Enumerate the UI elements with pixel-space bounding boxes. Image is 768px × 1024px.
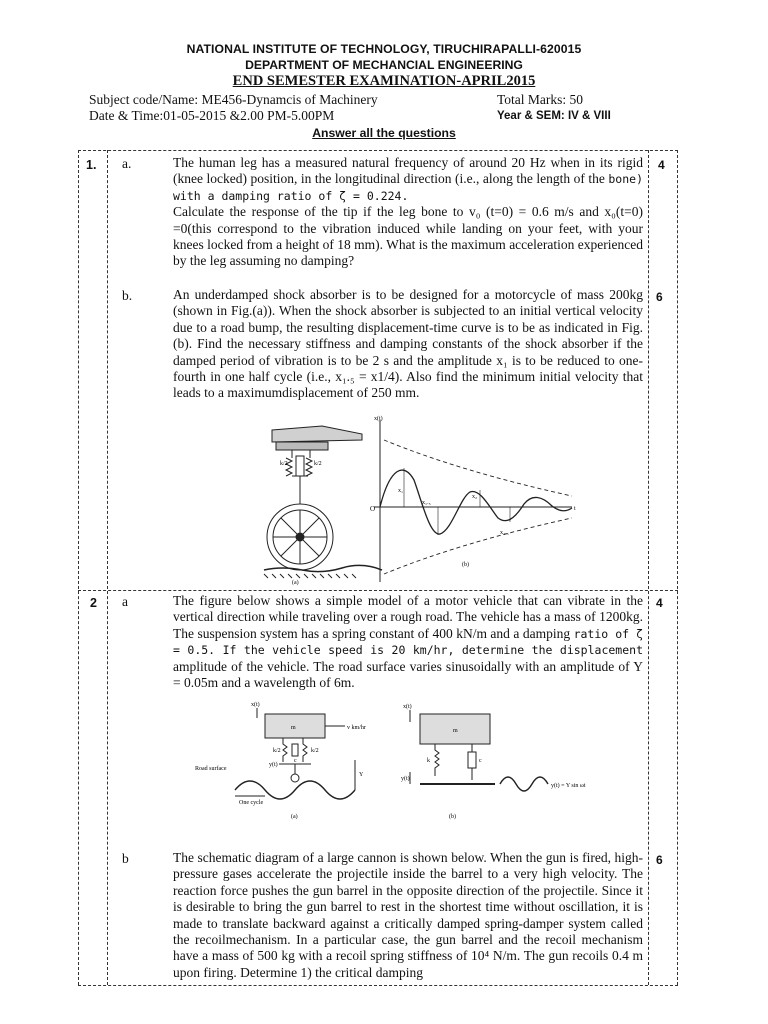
q1a-text-part-2: Calculate the response of the tip if the leg bone to v₀ (t=0) = 0.6 m/s and x₀(t=0) =0(this correspond to the vibration induced while landing on your feet, with your knees locked from a height of 18 mm). What is the maximum acceleration experienced by the leg assuming no damping? (173, 204, 643, 269)
fig-label: c (479, 758, 482, 764)
department-name: DEPARTMENT OF MECHANCIAL ENGINEERING (245, 58, 523, 72)
vehicle-model-figure (195, 700, 595, 825)
fig-label: O (370, 505, 376, 513)
fig-label: x₁.₅ (422, 500, 431, 506)
fig-label: t (574, 506, 576, 512)
part-label: b. (122, 288, 133, 303)
question-number: 1. (86, 158, 97, 172)
fig-label: v km/hr (347, 725, 366, 731)
part-marks: 6 (656, 290, 663, 304)
marks-col-divider (648, 150, 649, 985)
fig-label: y(t) = Y sin ωt (551, 783, 586, 789)
part-marks: 6 (656, 853, 663, 867)
row-divider (78, 590, 678, 591)
fig-label: x₂ (472, 494, 478, 500)
fig-label: x₁ (398, 488, 404, 494)
fig-label: m (291, 725, 296, 731)
table-bottom-border (78, 985, 678, 986)
table-top-border (78, 150, 678, 151)
q2a-damping-text: ratio of ζ = 0.5. If the vehicle speed is 20 km/hr, determine the displacement (173, 626, 644, 658)
question-2a-text (173, 593, 643, 691)
fig-label: (b) (449, 814, 456, 820)
vehicle-road-model (235, 708, 355, 799)
question-2b-text (173, 850, 643, 981)
fig-label: x(t) (403, 704, 412, 710)
q1b-text: An underdamped shock absorber is to be designed for a motorcycle of mass 200kg (shown in Fig.(a)). When the shock absorber is subjected to an initial vertical velocity due to a road bump, the resulting displacement-time curve is to be as indicated in Fig.(b). Find the necessary stiffness and damping constants of the shock absorber if the damped period of vibration is to be 2 s and the amplitude x₁ is to be reduced to one-fourth in one half cycle (i.e., x₁.₅ = x1/4). Also find the minimum initial velocity that leads to a maximumdisplacement of 250 mm. (173, 287, 643, 401)
fig-label: x(t) (374, 416, 383, 422)
displacement-time-plot (374, 420, 572, 582)
table-left-border (78, 150, 79, 985)
part-marks: 4 (658, 158, 665, 172)
q1a-damping-ratio: bone) with a damping ratio of ζ = 0.224. (173, 172, 643, 203)
year-sem: Year & SEM: IV & VIII (497, 110, 611, 122)
fig-label: k/2 (314, 461, 322, 467)
q2a-text-part-2: amplitude of the vehicle. The road surface varies sinusoidally with an amplitude of Y = 0.05m and a wavelength of 6m. (173, 658, 643, 691)
fig-label: x(t) (251, 702, 260, 708)
part-label: a (122, 594, 128, 609)
fig-label: Y (359, 772, 364, 778)
question-number: 2 (90, 596, 97, 610)
exam-title: END SEMESTER EXAMINATION-APRIL2015 (232, 73, 536, 89)
total-marks: Total Marks: 50 (497, 92, 584, 107)
fig-label: c (294, 758, 297, 764)
fig-label: k/2 (280, 461, 288, 467)
number-col-divider (107, 150, 108, 985)
fig-label: x₂.₅ (500, 530, 509, 536)
subject-line: Subject code/Name: ME456-Dynamcis of Machinery (89, 92, 378, 107)
fig-label: (a) (292, 580, 299, 586)
fig-label: y(t) (401, 776, 410, 782)
shock-absorber-figure (262, 412, 592, 587)
base-excitation-model (410, 710, 548, 791)
fig-label: One cycle (239, 800, 264, 806)
q2b-text: The schematic diagram of a large cannon is shown below. When the gun is fired, high-pressure gases accelerate the projectile inside the barrel to a very high velocity. The reaction force pushes the gun barrel in the opposite direction of the projectile. Since it is desirable to bring the gun barrel to rest in the shortest time without oscillation, it is made to translate backward against a critically damped spring-damper system called the recoilmechanism. In a particular case, the gun barrel and the recoil mechanism have a mass of 500 kg with a recoil spring stiffness of 10⁴ N/m. The gun recoils 0.4 m upon firing. Determine 1) the critical damping (173, 850, 643, 980)
question-1a-text (173, 155, 643, 270)
date-time: Date & Time:01-05-2015 &2.00 PM-5.00PM (89, 108, 335, 123)
fig-label: k/2 (273, 748, 281, 754)
fig-label: (b) (462, 562, 469, 568)
q1a-text-part-1: The human leg has a measured natural frequency of around 20 Hz when in its rigid (knee locked) position, in the longitudinal direction (i.e., along the length of the (173, 155, 643, 187)
table-right-border (677, 150, 678, 985)
q2a-text-part-1: The figure below shows a simple model of a motor vehicle that can vibrate in the vertical direction while traveling over a rough road. The vehicle has a mass of 1200kg. The suspension system has a spring constant of 400 kN/m and a damping (173, 593, 643, 641)
part-label: b (122, 851, 129, 866)
part-label: a. (122, 156, 132, 171)
instruction: Answer all the questions (312, 126, 456, 140)
fig-label: k/2 (311, 748, 319, 754)
fig-label: y(t) (269, 762, 278, 768)
part-marks: 4 (656, 596, 663, 610)
fig-label: k (427, 758, 430, 764)
motorcycle-schematic (264, 426, 382, 578)
fig-label: m (453, 728, 458, 734)
institute-name: NATIONAL INSTITUTE OF TECHNOLOGY, TIRUCHIRAPALLI-620015 (186, 42, 582, 56)
question-1b-text (173, 287, 643, 402)
fig-label: (a) (291, 814, 298, 820)
fig-label: Road surface (195, 766, 227, 772)
